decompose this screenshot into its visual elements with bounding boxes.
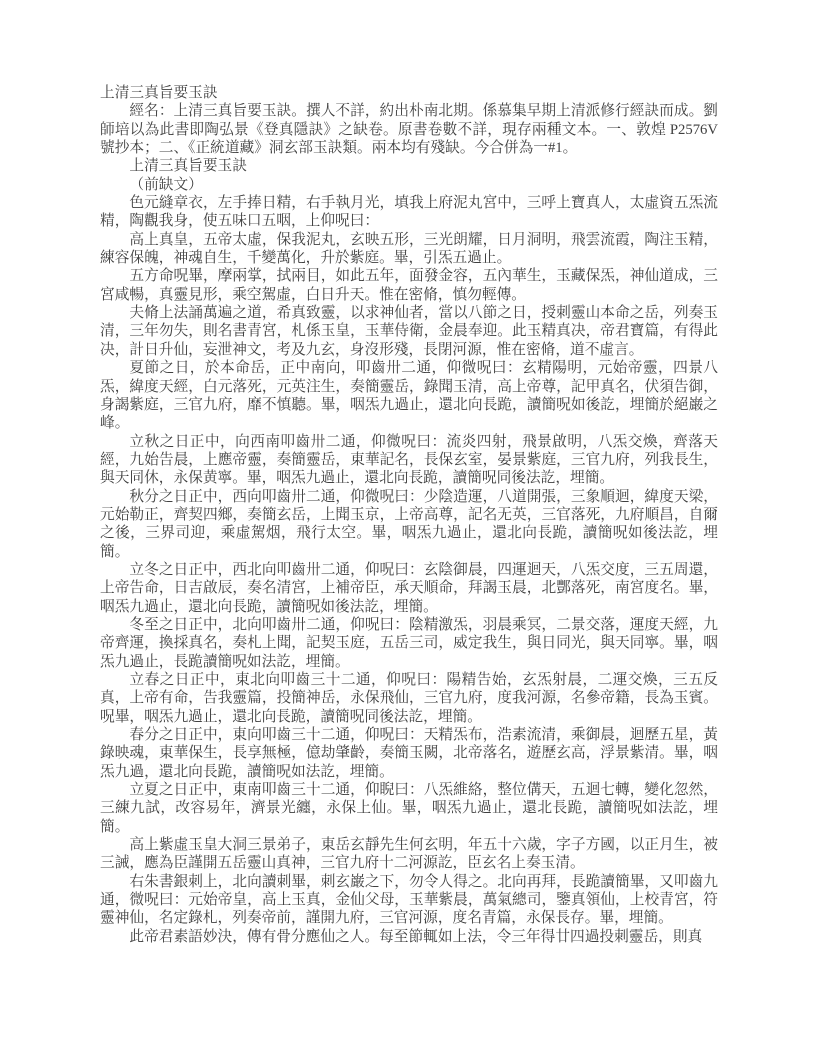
body-paragraph: 色元縫章衣，左手捧日精，右手執月光，填我上府泥丸宮中，三呼上寶真人，太虛資五炁流精，陶觀我身，使五味口五咽，上仰呪曰： [100, 195, 718, 230]
body-paragraph: 立冬之日正中，西北向叩齒卅二通，仰呪曰：玄陰御晨，四運迴天，八炁交度，三五周還，上帝告命，日吉啟辰，奏名清宮，上補帝臣，承天順命，拜謁玉晨，北酆落死，南宮度名。畢，咽炁九過止，還北向長跪，讀簡呪如後法訖，埋簡。 [100, 561, 718, 615]
body-paragraph: 五方命呪畢，摩兩掌，拭兩目，如此五年，面發金容，五內華生，玉藏保炁，神仙道成，三宮咸暢，真靈見形，乘空駕虛，白日升天。惟在密脩，慎勿輕傳。 [100, 268, 718, 303]
body-paragraph: 夏節之日，於本命岳，正中南向，叩齒卅二通，仰微呪曰：玄精陽明，元始帝靈，四景八炁，緯度天經，白元落死，元英注生，奏簡靈岳，錄聞玉清，高上帝尊，記甲真名，伏須告御，身謁紫庭，三官九府，靡不慎聽。畢，咽炁九過止，還北向長跪，讀簡呪如後訖，埋簡於絕巌之峰。 [100, 360, 718, 432]
body-paragraph: 右朱書銀刺上，北向讀刺畢，刺玄巌之下，勿令人得之。北向再拜，長跪讀簡畢，又叩齒九通，微呪曰：元始帝皇，高上玉真，金仙父母，玉華紫晨，萬氣總司，鑒真領仙，上校青宮，符靈神仙，名定錄札，列奏帝前，謹開九府，三官河源，度名青篇，永保長存。畢，埋簡。 [100, 873, 718, 927]
document-page [100, 84, 718, 946]
body-paragraph: 秋分之日正中，西向叩齒卅二通，仰微呪曰：少陰造運，八道開張，三象順迴，緯度天梁，元始勒正，齊契四鄉，奏簡玄岳，上聞玉京，上帝高尊，記名无英，三官落死，九府順昌，自爾之後，三界司迎，乘虛駕烟，飛行太空。畢，咽炁九過止，還北向長跪，讀簡呪如後法訖，埋簡。 [100, 488, 718, 560]
body-paragraph: 夫脩上法誦萬遍之道，希真致靈，以求神仙者，當以八節之日，授刺靈山本命之岳，列奏玉清，三年勿失，則名書青宮，札係玉皇，玉華侍衛，金晨奉迎。此玉精真决，帝君寶篇，有得此决，計日升仙，妄泄神文，考及九玄，身沒形殘，長閉河源，惟在密脩，道不虛言。 [100, 305, 718, 358]
body-paragraph: 春分之日正中，東向叩齒三十二通，仰呪曰：天精炁布，浩素流清，乘御晨，迴歷五星，黃錄映魂，東華保生，長享無極，億劫肇齡，奏簡玉闕，北帝落名，遊歷玄高，浮景紫清。畢，咽炁九過，還北向長跪，讀簡呪如法訖，埋簡。 [100, 727, 718, 780]
bibliographic-note: 經名：上清三真旨要玉訣。撰人不詳，約出朴南北期。係慕集早期上清派修行經訣而成。劉師培以為此書即陶弘景《登真隱訣》之缺卷。原書卷數不詳，現存兩種文本。一、敦煌 P2576V號抄本；二、《正統道藏》洞玄部玉訣類。兩本均有殘缺。今合併為一#1。 [100, 103, 718, 157]
body-paragraph: 高上紫虛玉皇大洞三景弟子，東岳玄靜先生何玄明，年五十六歲，字子方國，以正月生，被三誡，應為臣謹開五岳靈山真神，三官九府十二河源訖，臣玄名上奏玉清。 [100, 837, 718, 872]
body-paragraph: 冬至之日正中，北向叩齒卅二通，仰呪曰：陰精激炁，羽晨乘冥，二景交落，運度天經，九帝齊運，換採真名，奏札上聞，記契玉庭，五岳三司，威定我生，與日同光，與天同寧。畢，咽炁九過止，長跪讀簡呪如法訖，埋簡。 [100, 616, 718, 670]
body-paragraph: 此帝君素語妙決，傳有骨分應仙之人。每至節輒如上法，令三年得廿四過投刺靈岳，則真 [129, 928, 703, 945]
document-title: 上清三真旨要玉訣 [100, 85, 218, 101]
body-paragraph: 立夏之日正中，東南叩齒三十二通，仰睨曰：八炁維絡，整位傋天，五迴七轉，變化忽然，三練九試，改容易年，濟景光纏，永保上仙。畢，咽炁九過止，還北長跪，讀簡呪如法訖，埋簡。 [100, 782, 718, 835]
body-paragraph: 立春之日正中，東北向叩齒三十二通，仰呪曰：陽精告始，玄炁射晨，二運交煥，三五反真，上帝有命，告我靈篇，投簡神岳，永保飛仙，三官九府，度我河源，名參帝籍，長為玉賓。呪畢，咽炁九過止，還北向長跪，讀簡呪同後法訖，埋簡。 [100, 672, 718, 725]
inner-title: 上清三真旨要玉訣 [129, 158, 247, 175]
body-paragraph: 立秋之日正中，向西南叩齒卅二通，仰微呪曰：流炎四射，飛景啟明，八炁交煥，齊落天經，九始告晨，上應帝靈，奏簡靈岳，東華記名，長保玄室，晏景紫庭，三官九府，列我長生，與天同休，永保黄寧。畢，咽炁九過止，還北向長跪，讀簡呪同後法訖，埋簡。 [100, 433, 718, 487]
body-paragraph: 高上真皇，五帝太虛，保我泥丸，玄映五形，三光朗耀，日月洞明，飛雲流霞，陶注玉精，練容保魄，神魂自生，千變萬化，升於紫庭。畢，引炁五過止。 [100, 231, 718, 267]
lacuna-note: （前缺文） [129, 176, 203, 193]
